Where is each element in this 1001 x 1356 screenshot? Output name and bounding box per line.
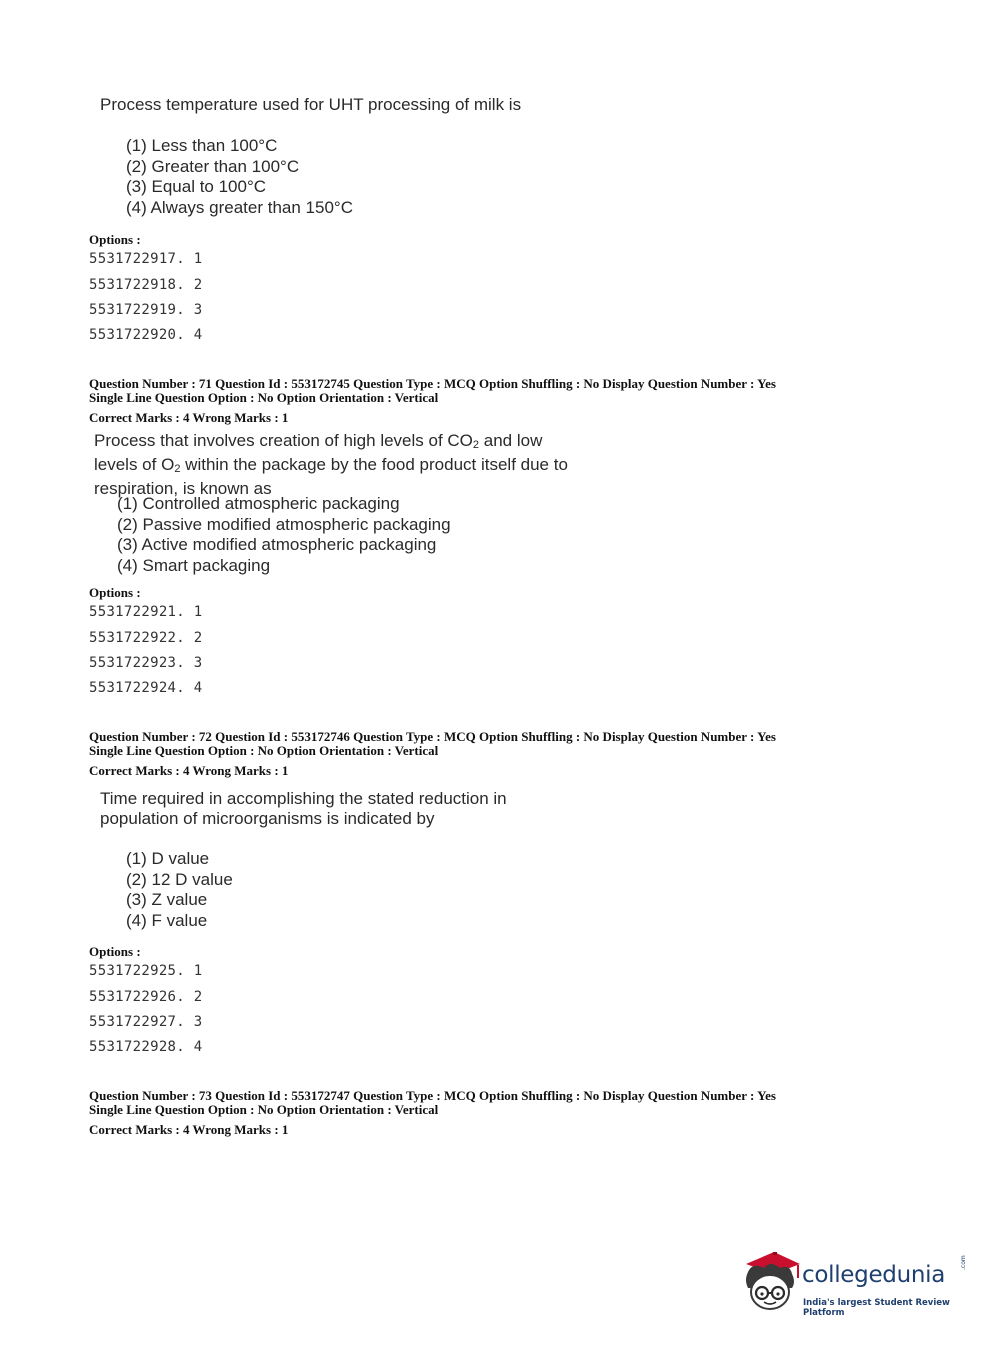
choice-4: (4) Always greater than 150°C xyxy=(126,197,353,217)
question-71-meta-line2: Single Line Question Option : No Option Orientation : Vertical xyxy=(89,390,439,405)
options-label: Options : xyxy=(89,232,141,247)
question-72-choices xyxy=(126,849,233,931)
option-id: 5531722921. 1 xyxy=(89,604,203,620)
logo-tagline: India's largest Student Review Platform xyxy=(803,1298,950,1318)
question-73-meta-line1: Question Number : 73 Question Id : 553172747 Question Type : MCQ Option Shuffling : No Display Question Number : Yes xyxy=(89,1088,776,1103)
question-72-marks: Correct Marks : 4 Wrong Marks : 1 xyxy=(89,763,289,778)
option-id: 5531722924. 4 xyxy=(89,680,203,696)
options-label: Options : xyxy=(89,585,141,600)
option-id: 5531722919. 3 xyxy=(89,302,203,318)
option-id: 5531722917. 1 xyxy=(89,251,203,267)
logo-domain: .com xyxy=(960,1255,967,1270)
choice-2: (2) 12 D value xyxy=(126,869,233,889)
option-id: 5531722928. 4 xyxy=(89,1039,203,1055)
options-label: Options : xyxy=(89,944,141,959)
choice-2: (2) Greater than 100°C xyxy=(126,156,300,176)
question-72-meta-line2: Single Line Question Option : No Option Orientation : Vertical xyxy=(89,743,439,758)
logo-wordmark: collegedunia xyxy=(802,1262,946,1288)
choice-1: (1) D value xyxy=(126,849,210,868)
option-id: 5531722925. 1 xyxy=(89,963,203,979)
question-73-marks: Correct Marks : 4 Wrong Marks : 1 xyxy=(89,1122,289,1137)
choice-3: (3) Active modified atmospheric packaging xyxy=(117,535,437,554)
question-73-meta-line2: Single Line Question Option : No Option Orientation : Vertical xyxy=(89,1102,439,1117)
question-72-meta-line1: Question Number : 72 Question Id : 553172746 Question Type : MCQ Option Shuffling : No Display Question Number : Yes xyxy=(89,729,776,744)
choice-3: (3) Equal to 100°C xyxy=(126,177,267,196)
option-id: 5531722926. 2 xyxy=(89,989,203,1005)
question-70-choices xyxy=(126,136,353,218)
question-71-meta-line1: Question Number : 71 Question Id : 553172745 Question Type : MCQ Option Shuffling : No Display Question Number : Yes xyxy=(89,376,776,391)
choice-1: (1) Less than 100°C xyxy=(126,136,278,155)
choice-4: (4) F value xyxy=(126,910,208,930)
choice-3: (3) Z value xyxy=(126,890,208,909)
option-id: 5531722922. 2 xyxy=(89,630,203,646)
question-71-marks: Correct Marks : 4 Wrong Marks : 1 xyxy=(89,410,289,425)
question-71-text: Process that involves creation of high levels of $CO_2$ and low levels of $O_2$ within the package by the food product itself due to respiration, is known as xyxy=(94,431,568,498)
choice-2: (2) Passive modified atmospheric packaging xyxy=(117,514,451,534)
option-id: 5531722918. 2 xyxy=(89,277,203,293)
collegedunia-logo xyxy=(740,1248,970,1318)
option-id: 5531722920. 4 xyxy=(89,327,203,343)
question-71-choices xyxy=(117,494,451,576)
choice-4: (4) Smart packaging xyxy=(117,555,271,575)
option-id: 5531722923. 3 xyxy=(89,655,203,671)
option-id: 5531722927. 3 xyxy=(89,1014,203,1030)
question-72-text: Time required in accomplishing the stated reduction in population of microorganisms is indicated by xyxy=(100,789,507,828)
student-mascot-icon xyxy=(740,1248,802,1314)
question-70-text: Process temperature used for UHT processing of milk is xyxy=(100,95,522,114)
choice-1: (1) Controlled atmospheric packaging xyxy=(117,494,400,513)
